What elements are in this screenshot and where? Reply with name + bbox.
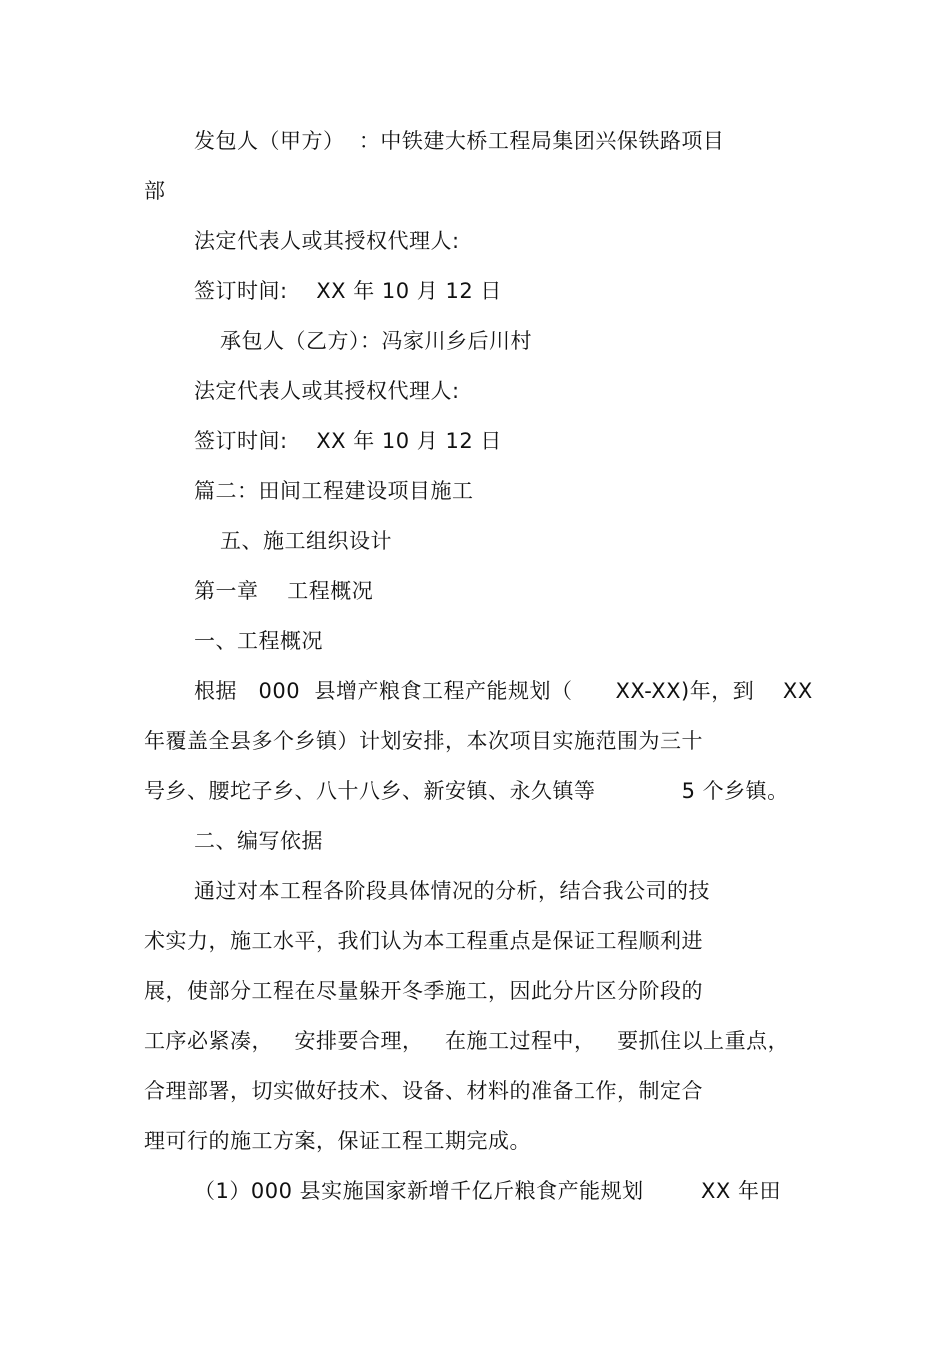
paragraph-line: 术实力，施工水平，我们认为本工程重点是保证工程顺利进 [144, 929, 703, 953]
paragraph-line: 通过对本工程各阶段具体情况的分析，结合我公司的技 [194, 879, 710, 903]
paragraph-line: 号乡、腰坨子乡、八十八乡、新安镇、永久镇等 5 个乡镇。 [144, 779, 789, 803]
paragraph-line: 展，使部分工程在尽量躲开冬季施工，因此分片区分阶段的 [144, 979, 703, 1003]
subsection-overview-heading: 一、工程概况 [194, 629, 323, 653]
paragraph-line: 工序必紧凑， 安排要合理， 在施工过程中， 要抓住以上重点， [144, 1029, 790, 1053]
numbered-item-line: （1）000 县实施国家新增千亿斤粮食产能规划 XX 年田 [194, 1179, 781, 1203]
sign-date-line-a: 签订时间: XX 年 10 月 12 日 [194, 279, 502, 303]
paragraph-line: 根据 000 县增产粮食工程产能规划（ XX-XX)年，到 XX [194, 679, 813, 703]
contractor-a-line-continued: 部 [144, 179, 166, 203]
subsection-basis-heading: 二、编写依据 [194, 829, 323, 853]
chapter-one-heading: 第一章 工程概况 [194, 579, 374, 603]
sign-date-line-b: 签订时间: XX 年 10 月 12 日 [194, 429, 502, 453]
chapter-heading-part2: 篇二：田间工程建设项目施工 [194, 479, 474, 503]
section-heading-five: 五、施工组织设计 [220, 529, 392, 553]
paragraph-line: 年覆盖全县多个乡镇）计划安排，本次项目实施范围为三十 [144, 729, 703, 753]
paragraph-line: 理可行的施工方案，保证工程工期完成。 [144, 1129, 531, 1153]
contractor-b-line: 承包人（乙方）：冯家川乡后川村 [220, 329, 532, 353]
legal-rep-line-a: 法定代表人或其授权代理人: [194, 229, 460, 253]
legal-rep-line-b: 法定代表人或其授权代理人: [194, 379, 460, 403]
paragraph-line: 合理部署，切实做好技术、设备、材料的准备工作，制定合 [144, 1079, 703, 1103]
contractor-a-line: 发包人（甲方） ：中铁建大桥工程局集团兴保铁路项目 [194, 129, 725, 153]
